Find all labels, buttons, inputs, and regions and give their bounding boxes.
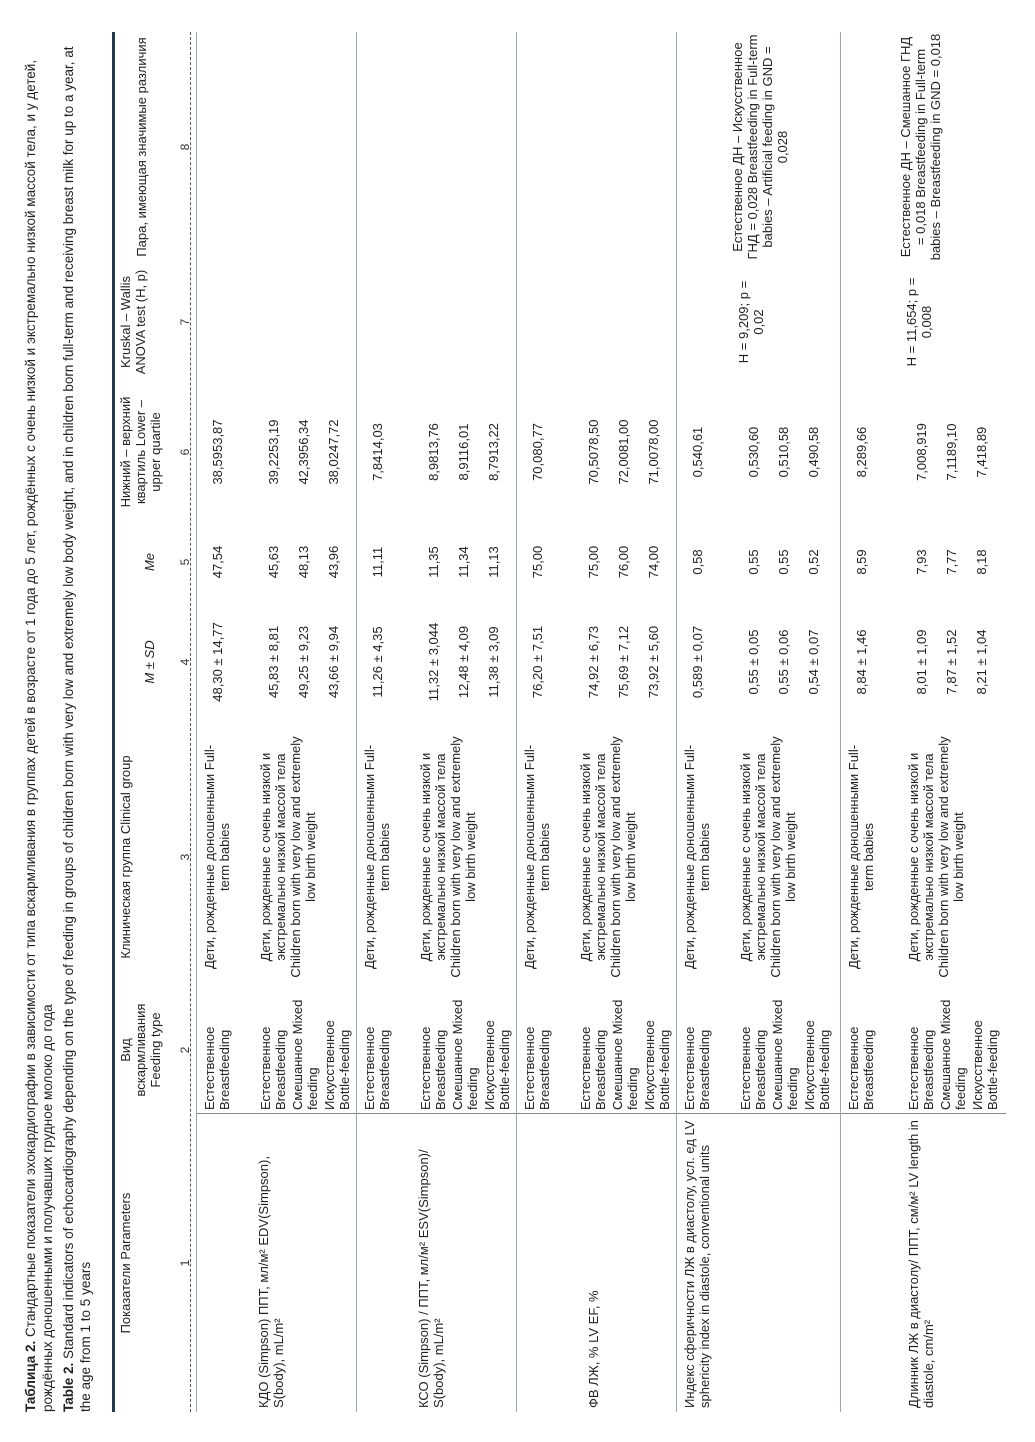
iqr-value: 0,490,58 (806, 426, 821, 478)
me-value: 45,63 (266, 545, 281, 579)
header-me (142, 527, 157, 597)
clinical-group: Дети, рожденные доношенными Full-term babies (846, 744, 876, 970)
me-value: 0,55 (776, 549, 791, 575)
param-label: КСО (Simpson) / ППТ, мл/м² ESV(Simpson)/ S(body), mL/m² (416, 1149, 446, 1408)
param-label: КДО (Simpson) ППТ, мл/м² EDV(Simpson), S(body), mL/m² (256, 1156, 286, 1408)
feeding-type: Естественное Breastfeeding (906, 1026, 936, 1110)
feeding-type: Естественное Breastfeeding (258, 1026, 288, 1110)
iqr-value: 0,530,60 (746, 426, 761, 478)
header-clinical-group: Клиническая группа Clinical group (118, 755, 133, 959)
me-value: 48,13 (296, 545, 311, 579)
me-value: 11,11 (370, 546, 385, 578)
iqr-value: 0,540,61 (690, 426, 705, 478)
header-msd-text: M ± SD (142, 640, 157, 684)
me-value: 7,77 (944, 549, 959, 575)
caption-ru (22, 42, 56, 1412)
table-row-group (356, 32, 512, 1412)
msd-value: 12,48 ± 4,09 (456, 625, 471, 699)
col-number: 2 (178, 1046, 192, 1054)
row-divider (840, 32, 841, 1412)
significant-pair: Естественное ДН – Искусственное ГНД = 0,028 Breastfeeding in Full-term babies – Artificial feeding in GND = 0,028 (730, 34, 790, 260)
feeding-type: Естественное Breastfeeding (362, 1026, 392, 1110)
iqr-value: 0,510,58 (776, 426, 791, 478)
iqr-value: 71,0078,00 (646, 419, 661, 485)
msd-value: 74,92 ± 6,73 (586, 625, 601, 699)
iqr-value: 38,0247,72 (326, 419, 341, 485)
feeding-type: Искусственное Bottle-feeding (322, 1020, 352, 1110)
me-value: 47,54 (210, 545, 225, 579)
iqr-value: 8,7913,22 (486, 423, 501, 481)
col-number: 5 (178, 558, 192, 566)
me-value: 11,13 (486, 546, 501, 578)
msd-value: 76,20 ± 7,51 (530, 625, 545, 699)
iqr-value: 70,080,77 (530, 423, 545, 481)
msd-value: 0,589 ± 0,07 (690, 625, 705, 699)
msd-value: 43,66 ± 9,94 (326, 625, 341, 699)
feeding-type: Смешанное Mixed feeding (450, 999, 480, 1110)
caption-en (60, 42, 94, 1412)
me-value: 76,00 (616, 545, 631, 579)
feeding-type: Естественное Breastfeeding (682, 1026, 712, 1110)
me-value: 75,00 (586, 545, 601, 579)
msd-value: 73,92 ± 5,60 (646, 625, 661, 699)
col-number: 7 (178, 318, 192, 326)
me-value: 74,00 (646, 545, 661, 579)
feeding-type: Смешанное Mixed feeding (610, 999, 640, 1110)
header-rule (190, 32, 191, 1412)
col-number: 1 (178, 1259, 192, 1267)
table-row-group (840, 32, 1006, 1412)
iqr-value: 8,9813,76 (426, 423, 441, 481)
echo-table (112, 32, 1012, 1412)
clinical-group: Дети, рожденные доношенными Full-term babies (522, 744, 552, 970)
iqr-value: 42,3956,34 (296, 419, 311, 485)
msd-value: 11,32 ± 3,044 (426, 622, 441, 702)
feeding-type: Искусственное Bottle-feeding (642, 1020, 672, 1110)
kruskal-wallis-value: H = 9,209; p = 0,02 (736, 280, 766, 364)
me-value: 8,18 (974, 549, 989, 575)
feeding-type: Смешанное Mixed feeding (938, 999, 968, 1110)
significant-pair: Естественное ДН – Смешанное ГНД = 0,018 Breastfeeding in Full-term babies – Breastfeeding in GND = 0,018 (898, 33, 943, 261)
header-msd (142, 602, 157, 722)
header-feeding-type: Вид вскармливания Feeding type (118, 1003, 163, 1097)
header-me-text: Me (142, 552, 157, 572)
table-top-rule (112, 32, 115, 1412)
me-value: 8,59 (854, 549, 869, 575)
feeding-type: Естественное Breastfeeding (738, 1026, 768, 1110)
feeding-type: Естественное Breastfeeding (418, 1026, 448, 1110)
feeding-type: Естественное Breastfeeding (578, 1026, 608, 1110)
msd-value: 0,55 ± 0,05 (746, 629, 761, 695)
clinical-group: Дети, рожденные с очень низкой и экстремально низкой массой тела Children born with very low and extremely low birth weight (418, 736, 478, 978)
clinical-group: Дети, рожденные с очень низкой и экстремально низкой массой тела Children born with very low and extremely low birth weight (258, 736, 318, 978)
msd-value: 8,84 ± 1,46 (854, 629, 869, 695)
me-value: 7,93 (914, 549, 929, 575)
feeding-type: Искусственное Bottle-feeding (970, 1020, 1000, 1110)
table-row-group (676, 32, 836, 1412)
caption-ru-text: Стандартные показатели эхокардиографии в зависимости от типа вскармливания в группах детей в возрасте от 1 года до 5 лет, рождённых с очень низкой и экстремально низкой массой тела, и у детей, рождённых доношенными и получавших грудное молоко до года (23, 59, 55, 1412)
row-divider (676, 32, 677, 1412)
iqr-value: 7,1189,10 (944, 423, 959, 481)
me-value: 75,00 (530, 545, 545, 579)
iqr-value: 70,5078,50 (586, 419, 601, 485)
clinical-group: Дети, рожденные с очень низкой и экстремально низкой массой тела Children born with very low and extremely low birth weight (738, 736, 798, 978)
param-label: Длинник ЛЖ в диастолу/ ППТ, см/м² LV length in diastole, cm/m² (906, 1120, 936, 1408)
clinical-group: Дети, рожденные доношенными Full-term babies (682, 744, 712, 970)
feeding-type: Искусственное Bottle-feeding (482, 1020, 512, 1110)
clinical-group: Дети, рожденные доношенными Full-term babies (362, 744, 392, 970)
me-value: 0,58 (690, 549, 705, 575)
clinical-group: Дети, рожденные с очень низкой и экстремально низкой массой тела Children born with very low and extremely low birth weight (906, 736, 966, 978)
header-quartile: Нижний – верхний квартиль Lower – upper quartile (118, 396, 163, 508)
msd-value: 8,21 ± 1,04 (974, 629, 989, 695)
feeding-type: Естественное Breastfeeding (202, 1026, 232, 1110)
feeding-type: Смешанное Mixed feeding (770, 999, 800, 1110)
msd-value: 8,01 ± 1,09 (914, 629, 929, 695)
iqr-value: 7,8414,03 (370, 423, 385, 481)
feeding-type: Смешанное Mixed feeding (290, 999, 320, 1110)
table-row-group (196, 32, 352, 1412)
msd-value: 7,87 ± 1,52 (944, 629, 959, 695)
iqr-value: 38,5953,87 (210, 419, 225, 485)
col-number: 8 (178, 143, 192, 151)
msd-value: 75,69 ± 7,12 (616, 625, 631, 699)
msd-value: 48,30 ± 14,77 (210, 622, 225, 702)
msd-value: 49,25 ± 9,23 (296, 625, 311, 699)
caption-en-text: Standard indicators of echocardiography depending on the type of feeding in groups of children born with very low and extremely low body weight, and in children born full-term and receiving breast milk for up to a year, at the age from 1 to 5 years (61, 46, 93, 1412)
caption-en-label: Table 2. (61, 1362, 76, 1412)
param-label: Индекс сферичности ЛЖ в диастолу, усл. ед LV sphericity index in diastole, conventional units (682, 1120, 712, 1408)
col-number: 6 (178, 448, 192, 456)
row-divider (196, 32, 197, 1412)
clinical-group: Дети, рожденные с очень низкой и экстремально низкой массой тела Children born with very low and extremely low birth weight (578, 736, 638, 978)
feeding-type: Естественное Breastfeeding (846, 1026, 876, 1110)
row-divider (516, 32, 517, 1412)
iqr-value: 39,2253,19 (266, 419, 281, 485)
header-parameters: Показатели Parameters (118, 1192, 133, 1334)
caption-ru-label: Таблица 2. (23, 1340, 38, 1412)
msd-value: 45,83 ± 8,81 (266, 625, 281, 699)
msd-value: 0,55 ± 0,06 (776, 629, 791, 695)
table-row-group (516, 32, 672, 1412)
msd-value: 11,38 ± 3,09 (486, 626, 501, 698)
col-number: 3 (178, 853, 192, 861)
iqr-value: 7,418,89 (974, 426, 989, 478)
param-label: ФВ ЛЖ, % LV EF, % (586, 1290, 601, 1408)
me-value: 11,34 (456, 546, 471, 578)
row-divider (356, 32, 357, 1412)
header-significant-pair: Пара, имеющая значимые различия (134, 37, 149, 257)
me-value: 0,55 (746, 549, 761, 575)
header-kruskal-wallis: Kruskal – Wallis ANOVA test (H, p) (118, 269, 148, 375)
kruskal-wallis-value: H = 11,654; p = 0,008 (904, 277, 934, 367)
feeding-type: Естественное Breastfeeding (522, 1026, 552, 1110)
msd-value: 11,26 ± 4,35 (370, 626, 385, 698)
iqr-value: 7,008,919 (914, 423, 929, 481)
me-value: 0,52 (806, 549, 821, 575)
feeding-type: Искусственное Bottle-feeding (802, 1020, 832, 1110)
col-number: 4 (178, 658, 192, 666)
iqr-value: 72,0081,00 (616, 419, 631, 485)
msd-value: 0,54 ± 0,07 (806, 629, 821, 695)
clinical-group: Дети, рожденные доношенными Full-term babies (202, 744, 232, 970)
iqr-value: 8,9116,01 (456, 423, 471, 481)
me-value: 43,96 (326, 545, 341, 579)
me-value: 11,35 (426, 546, 441, 578)
iqr-value: 8,289,66 (854, 426, 869, 478)
